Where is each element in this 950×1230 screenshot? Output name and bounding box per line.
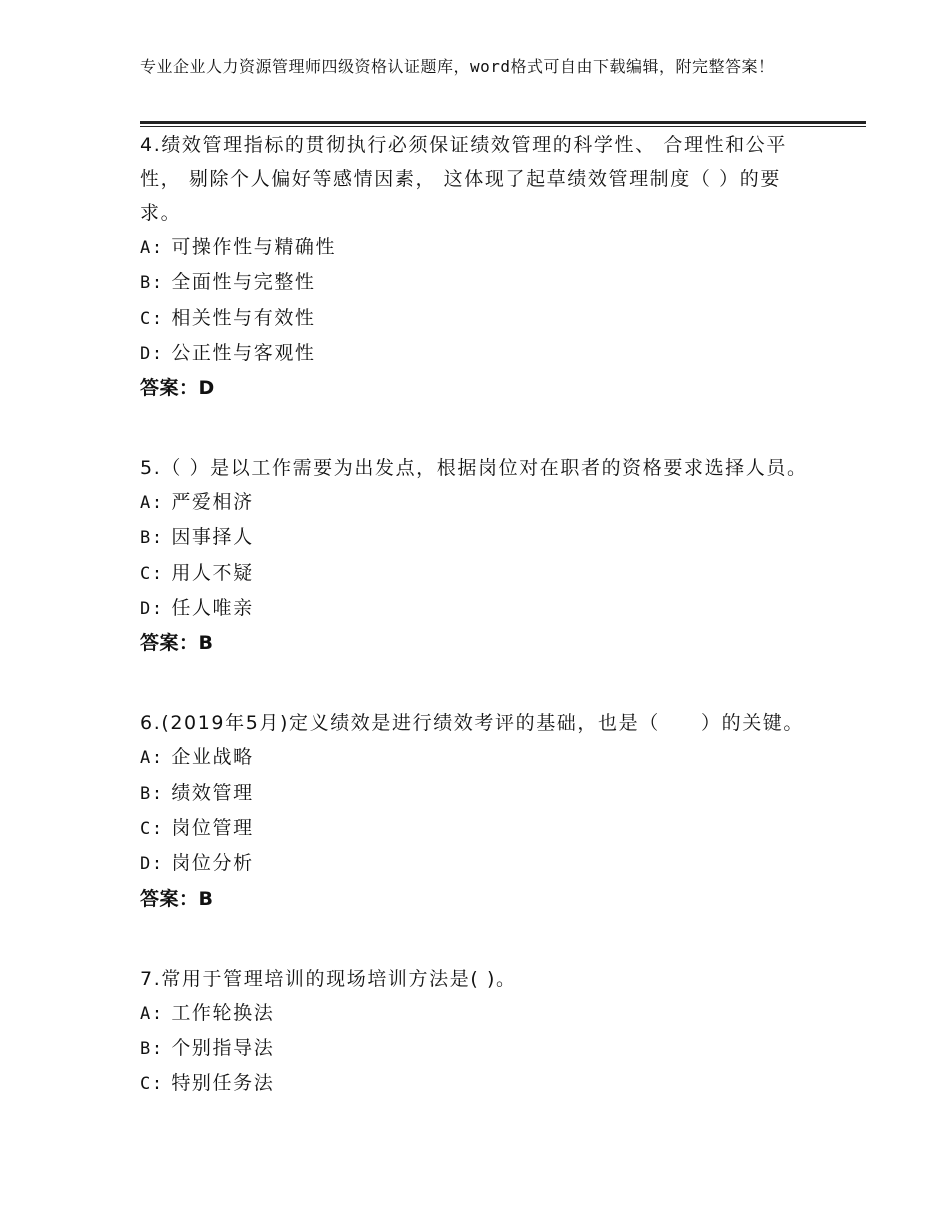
option-text: 可操作性与精确性 <box>171 236 337 258</box>
option-a <box>140 230 820 265</box>
question-stem: 4.绩效管理指标的贯彻执行必须保证绩效管理的科学性、 合理性和公平性， 剔除个人偏好等感情因素， 这体现了起草绩效管理制度（ ）的要求。 <box>140 134 787 224</box>
answer-line: 答案：B <box>140 632 214 655</box>
option-letter: C: <box>140 563 164 584</box>
question-7 <box>140 962 820 1102</box>
option-text: 岗位分析 <box>171 852 254 875</box>
option-letter: A: <box>140 493 164 514</box>
question-list <box>140 128 820 1101</box>
option-b <box>140 776 820 811</box>
question-5 <box>140 451 820 660</box>
option-text: 特别任务法 <box>171 1072 275 1095</box>
question-4 <box>140 128 820 405</box>
option-text: 企业战略 <box>171 746 254 769</box>
option-c <box>140 1066 820 1101</box>
spacer <box>140 916 820 962</box>
option-letter: D: <box>140 854 164 875</box>
option-b <box>140 265 820 300</box>
option-d <box>140 336 820 371</box>
option-text: 岗位管理 <box>171 816 254 839</box>
option-c <box>140 556 820 591</box>
question-6 <box>140 706 820 915</box>
spacer <box>140 660 820 706</box>
option-letter: D: <box>140 343 164 364</box>
question-stem: 7.常用于管理培训的现场培训方法是( )。 <box>140 967 517 990</box>
option-d <box>140 846 820 881</box>
option-text: 全面性与完整性 <box>171 271 316 294</box>
spacer <box>140 405 820 451</box>
question-stem: 6.(2019年5月)定义绩效是进行绩效考评的基础，也是（ ）的关键。 <box>140 712 804 735</box>
answer-line: 答案：D <box>140 377 215 400</box>
option-letter: A: <box>140 1003 164 1024</box>
option-text: 任人唯亲 <box>171 597 254 620</box>
option-letter: A: <box>140 238 164 258</box>
option-d <box>140 591 820 626</box>
option-text: 个别指导法 <box>171 1036 275 1059</box>
option-text: 严爱相济 <box>171 491 254 514</box>
option-letter: B: <box>140 273 164 294</box>
option-b <box>140 1031 820 1066</box>
option-letter: A: <box>140 748 164 769</box>
document-header: 专业企业人力资源管理师四级资格认证题库，word格式可自由下载编辑，附完整答案！ <box>140 57 775 76</box>
option-letter: B: <box>140 783 164 804</box>
option-letter: D: <box>140 599 164 620</box>
answer-line: 答案：B <box>140 887 214 910</box>
option-text: 绩效管理 <box>171 781 254 804</box>
option-letter: C: <box>140 308 164 329</box>
option-letter: C: <box>140 1074 164 1095</box>
option-text: 工作轮换法 <box>171 1001 275 1024</box>
option-text: 因事择人 <box>171 526 254 549</box>
question-stem: 5.（ ）是以工作需要为出发点，根据岗位对在职者的资格要求选择人员。 <box>140 457 808 480</box>
option-letter: B: <box>140 1038 164 1059</box>
header-rule-thick <box>140 121 866 124</box>
option-letter: B: <box>140 528 164 549</box>
header-rule-thin <box>140 126 866 127</box>
option-a <box>140 485 820 520</box>
option-letter: C: <box>140 818 164 839</box>
option-text: 公正性与客观性 <box>171 341 316 364</box>
option-c <box>140 811 820 846</box>
option-b <box>140 520 820 555</box>
option-text: 用人不疑 <box>171 561 254 584</box>
option-a <box>140 740 820 775</box>
option-a <box>140 996 820 1031</box>
option-text: 相关性与有效性 <box>171 306 316 329</box>
option-c <box>140 301 820 336</box>
